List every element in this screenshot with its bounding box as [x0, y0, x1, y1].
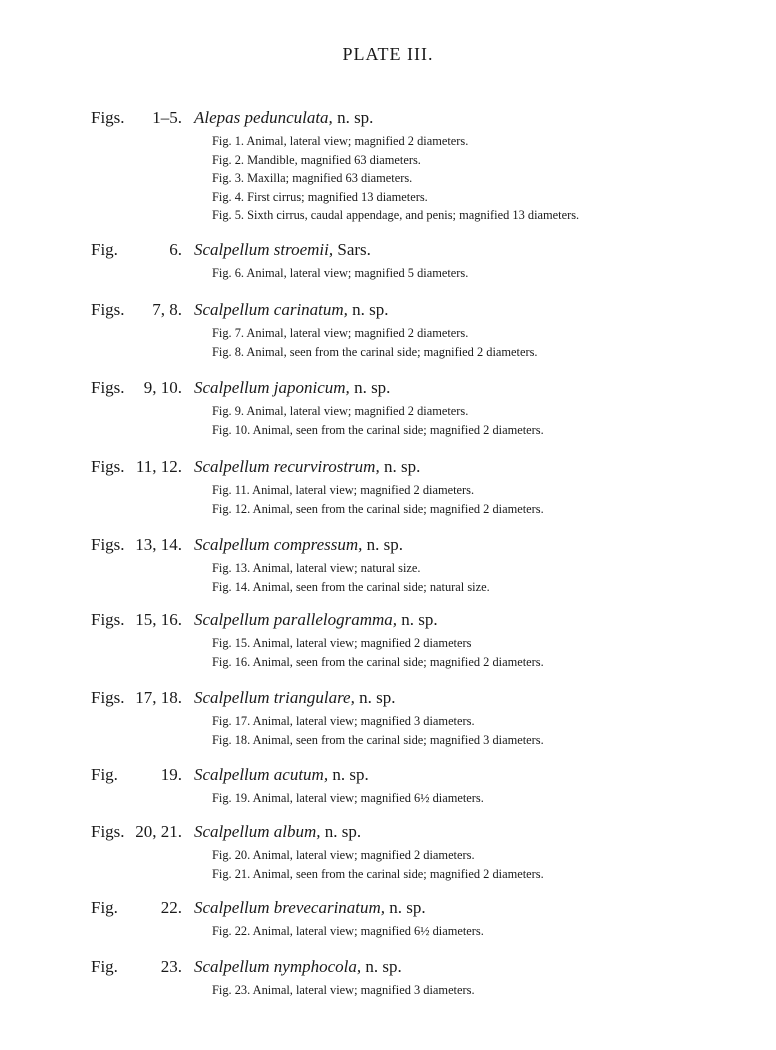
entry-species — [194, 240, 371, 260]
entry-species — [194, 108, 373, 128]
species-name: Scalpellum compressum, — [194, 535, 363, 554]
species-name: Scalpellum japonicum, — [194, 378, 350, 397]
entry-species — [194, 898, 426, 918]
entry-figure-range: 6. — [169, 240, 182, 259]
figure-description: Fig. 10. Animal, seen from the carinal side; magnified 2 diameters. — [212, 422, 544, 437]
figure-description: Fig. 2. Mandible, magnified 63 diameters. — [212, 152, 421, 167]
entry-figure-range: 23. — [160, 957, 182, 976]
species-authority: n. sp. — [401, 610, 438, 629]
figure-description: Fig. 14. Animal, seen from the carinal side; natural size. — [212, 579, 490, 594]
entry-label: Figs. — [91, 378, 125, 397]
figure-description: Fig. 11. Animal, lateral view; magnified 2 diameters. — [212, 483, 475, 497]
entry-figure-range: 15, 16. — [135, 610, 182, 629]
species-authority: n. sp. — [383, 457, 421, 476]
species-authority: n. sp. — [337, 108, 374, 127]
entry-label: Figs. — [91, 535, 125, 554]
entry-species — [194, 610, 438, 630]
entry-figure-range: 11, 12. — [135, 457, 182, 476]
species-authority: n. sp. — [365, 957, 402, 976]
entry-label: Fig. — [91, 957, 118, 976]
entry-label: Fig. — [91, 898, 118, 917]
entry-figure-range: 1–5. — [152, 108, 182, 127]
entry-label: Fig. — [91, 765, 118, 784]
figure-description: Fig. 13. Animal, lateral view; natural size. — [212, 561, 421, 575]
entry-species — [194, 378, 390, 398]
species-name: Scalpellum parallelogramma, — [194, 610, 398, 629]
species-authority: n. sp. — [324, 822, 362, 841]
figure-description: Fig. 7. Animal, lateral view; magnified 2 diameters. — [212, 326, 469, 340]
entry-figure-range: 22. — [160, 898, 182, 917]
species-authority: n. sp. — [332, 765, 369, 784]
species-authority: n. sp. — [352, 300, 389, 319]
figure-description: Fig. 9. Animal, lateral view; magnified 2 diameters. — [212, 404, 469, 418]
entry-label: Figs. — [91, 108, 125, 127]
figure-description: Fig. 15. Animal, lateral view; magnified 2 diameters — [212, 636, 472, 650]
entry-figure-range: 17, 18. — [135, 688, 182, 707]
figure-description: Fig. 17. Animal, lateral view; magnified 3 diameters. — [212, 714, 475, 728]
species-authority: n. sp. — [354, 378, 391, 397]
entry-figure-range: 20, 21. — [135, 822, 182, 841]
figure-description: Fig. 12. Animal, seen from the carinal side; magnified 2 diameters. — [212, 501, 544, 516]
species-name: Alepas pedunculata, — [194, 108, 333, 127]
species-name: Scalpellum album, — [194, 822, 321, 841]
entry-label: Figs. — [91, 822, 125, 841]
entry-figure-range: 19. — [160, 765, 182, 784]
entry-species — [194, 457, 420, 477]
figure-description: Fig. 4. First cirrus; magnified 13 diameters. — [212, 189, 428, 204]
entry-label: Figs. — [91, 457, 125, 476]
species-name: Scalpellum nymphocola, — [194, 957, 362, 976]
figure-description: Fig. 16. Animal, seen from the carinal side; magnified 2 diameters. — [212, 654, 544, 669]
figure-description: Fig. 23. Animal, lateral view; magnified 3 diameters. — [212, 983, 475, 997]
species-name: Scalpellum acutum, — [194, 765, 329, 784]
species-authority: Sars. — [337, 240, 371, 259]
entry-figure-range: 13, 14. — [135, 535, 182, 554]
plate-title: PLATE III. — [342, 44, 434, 64]
entry-species — [194, 822, 361, 842]
entry-species — [194, 300, 389, 320]
species-authority: n. sp. — [359, 688, 396, 707]
figure-description: Fig. 1. Animal, lateral view; magnified 2 diameters. — [212, 134, 469, 148]
entry-label: Figs. — [91, 610, 125, 629]
figure-description: Fig. 6. Animal, lateral view; magnified 5 diameters. — [212, 266, 469, 280]
figure-description: Fig. 20. Animal, lateral view; magnified 2 diameters. — [212, 848, 475, 862]
species-name: Scalpellum brevecarinatum, — [194, 898, 386, 917]
entry-label: Figs. — [91, 300, 125, 319]
entry-species — [194, 765, 369, 785]
entry-figure-range: 7, 8. — [152, 300, 182, 319]
figure-description: Fig. 18. Animal, seen from the carinal side; magnified 3 diameters. — [212, 732, 544, 747]
figure-description: Fig. 21. Animal, seen from the carinal side; magnified 2 diameters. — [212, 866, 544, 881]
entry-figure-range: 9, 10. — [143, 378, 182, 397]
figure-description: Fig. 3. Maxilla; magnified 63 diameters. — [212, 171, 413, 185]
species-authority: n. sp. — [366, 535, 404, 554]
entry-species — [194, 688, 395, 708]
entry-species — [194, 957, 402, 977]
entry-species — [194, 535, 403, 555]
figure-description: Fig. 19. Animal, lateral view; magnified 6½ diameters. — [212, 791, 484, 805]
entry-label: Fig. — [91, 240, 118, 259]
species-authority: n. sp. — [389, 898, 426, 917]
species-name: Scalpellum triangulare, — [194, 688, 355, 707]
entry-label: Figs. — [91, 688, 125, 707]
figure-description: Fig. 8. Animal, seen from the carinal side; magnified 2 diameters. — [212, 344, 538, 359]
figure-description: Fig. 22. Animal, lateral view; magnified 6½ diameters. — [212, 924, 484, 938]
species-name: Scalpellum recurvirostrum, — [194, 457, 380, 476]
figure-description: Fig. 5. Sixth cirrus, caudal appendage, and penis; magnified 13 diameters. — [212, 208, 580, 222]
species-name: Scalpellum carinatum, — [194, 300, 348, 319]
species-name: Scalpellum stroemii, — [194, 240, 334, 259]
